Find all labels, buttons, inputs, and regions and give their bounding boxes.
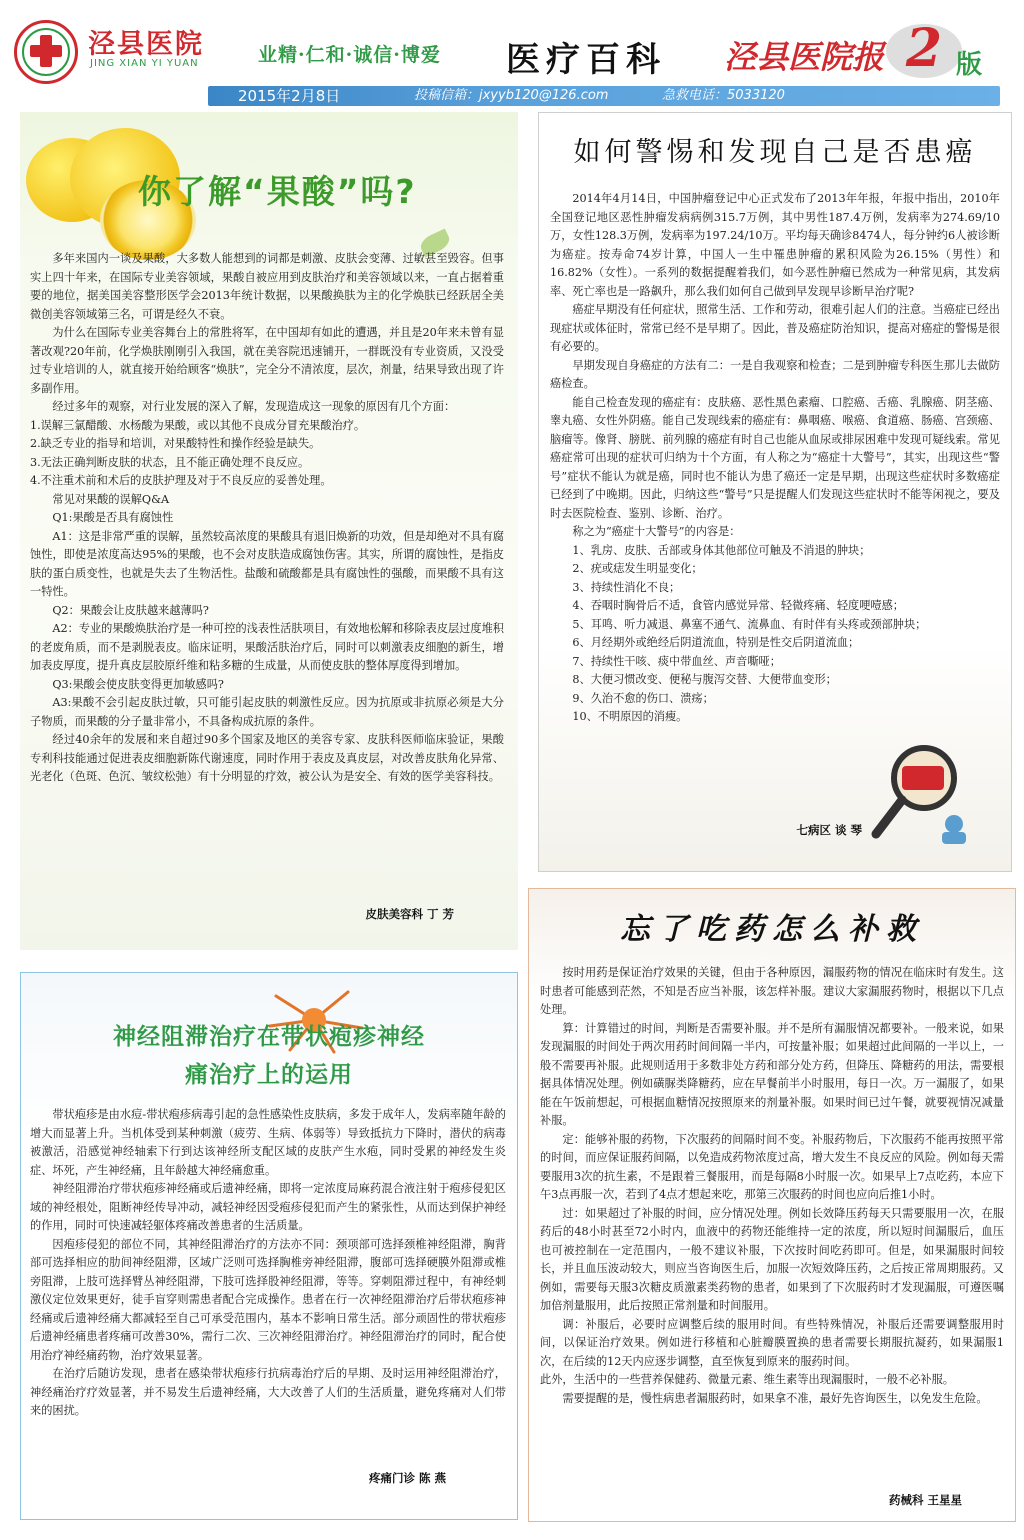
list-item: 5、耳鸣、听力减退、鼻塞不通气、流鼻血、有时伴有头疼或颈部肿块； <box>572 617 927 631</box>
paragraph: 算：计算错过的时间，判断是否需要补服。并不是所有漏服情况都要补。一般来说，如果发现漏服的时间处于两次用药时间间隔一半内，可按量补服；如果超过此间隔的一半以上，一般不需要再补服。此规则适用于多数非处方药和部分处方药，但降压、降糖药的用法，需要根据具体情况处理。例如磺脲类降糖药，应在早餐前半小时服用，每日一次。万一漏服了，如果能在午饭前想起，可根据血糖情况按照原来的剂量补服。如果时间已过午餐，就要视情况减量补服。 <box>540 1021 1004 1127</box>
paragraph: 称之为“癌症十大警号”的内容是： <box>572 525 741 538</box>
list-item: 2.缺乏专业的指导和培训，对果酸特性和操作经验是缺失。 <box>30 437 321 450</box>
page-suffix: 版 <box>956 50 983 80</box>
paragraph: 多年来国内一谈及果酸，大多数人能想到的词都是刺激、皮肤会变薄、过敏甚至毁容。但事实上四十年来，在国际专业美容领域，果酸自被应用到皮肤治疗和美容领域以来，一直占据着重要的地位，据美国美容整形医学会2013年统计数据，以果酸换肤为主的化学焕肤已经跃居全美微创美容领域第三名，可谓是经久不衰。 <box>30 252 504 321</box>
magnifier-handle <box>876 800 902 834</box>
emergency-phone: 急救电话：5033120 <box>662 88 785 103</box>
hospital-logo-cross-vertical <box>40 35 52 67</box>
list-item: 6、月经期外或绝经后阴道流血，特别是性交后阴道流血； <box>572 636 860 649</box>
hospital-name-en: JING XIAN YI YUAN <box>90 58 199 69</box>
paragraph: A2：专业的果酸焕肤治疗是一种可控的浅表性活肤项目，有效地松解和移除表皮层过度堆积的老废角质，而不是剥脱表皮。临床证明，果酸活肤治疗后，同时可以刺激表皮细胞的新生，增加表皮厚度，提升真皮层胶原纤维和粘多糖的生成量，从而使皮肤的整体厚度得到增加。 <box>30 622 504 672</box>
paragraph: 带状疱疹是由水痘-带状疱疹病毒引起的急性感染性皮肤病，多发于成年人，发病率随年龄的增大而显著上升。当机体受到某种刺激（疲劳、生病、体弱等）导致抵抗力下降时，潜伏的病毒被激活，沿感觉神经轴索下行到达该神经所支配区域的皮肤产生水疱，同时受累的神经发生炎症、坏死，产生神经痛，且年龄越大神经痛愈重。 <box>30 1108 506 1177</box>
article-missed-medicine-body <box>540 964 1004 1408</box>
list-item: 10、不明原因的消瘦。 <box>572 710 688 723</box>
magnifier-icon <box>862 738 982 848</box>
figure-body <box>942 832 966 844</box>
paragraph: 癌症早期没有任何症状，照常生活、工作和劳动，很难引起人们的注意。当癌症已经出现症状或体征时，常常已经不是早期了。因此，普及癌症防治知识，提高对癌症的警惕是很有必要的。 <box>550 303 1000 353</box>
article-cancer-byline: 七病区 谈 琴 <box>796 823 862 837</box>
list-item: 8、大便习惯改变、便秘与腹泻交替、大便带血变形； <box>572 673 837 686</box>
masthead <box>0 0 1024 110</box>
list-item: 9、久治不愈的伤口、溃疡； <box>572 691 714 705</box>
list-item: 4.不注重术前和术后的皮肤护理及对于不良反应的妥善处理。 <box>30 474 332 487</box>
list-item: 1.误解三氯醋酸、水杨酸为果酸，或以其他不良成分冒充果酸治疗。 <box>30 418 366 432</box>
hospital-name: 泾县医院 <box>88 29 204 60</box>
submission-email: 投稿信箱：jxyyb120@126.com <box>414 88 609 103</box>
list-item: 2、疣或痣发生明显变化； <box>572 562 703 575</box>
paragraph: 2014年4月14日，中国肿瘤登记中心正式发布了2013年年报，年报中指出，2010年全国登记地区恶性肿瘤发病病例315.7万例，其中男性187.4万例，发病率为274.69/10万，女性128.3万例，发病率为197.24/10万。平均每天确诊8474人，每分钟约6人被诊断为癌症。按寿命74岁计算，中国人一生中罹患肿瘤的累积风险为26.15%（男性）和16.82%（女性）。一系列的数据提醒着我们，如今恶性肿瘤已然成为一种常见病，其发病率、死亡率也是一路飙升，那么我们如何自己做到早发现早诊断早治疗呢? <box>550 192 1000 298</box>
paragraph: 能自己检查发现的癌症有：皮肤癌、恶性黑色素瘤、口腔癌、舌癌、乳腺癌、阴茎癌、睾丸癌、女性外阴癌。能自己发现线索的癌症有：鼻咽癌、喉癌、食道癌、肠癌、宫颈癌、脑瘤等。像肾、膀胱、前列腺的癌症有时自己也能从血尿或排尿困难中发现可疑线索。常见癌症常可出现的症状可归纳为十个方面，有人称之为“癌症十大警号”，其实，出现这些“警号”症状不能认为就是癌，同时也不能认为患了癌还一定是早期，出现这些症状时多数癌症已经到了中晚期。因此，归纳这些“警号”只是提醒人们发现这些症状时不能等闲视之，要及时去医院检查、鉴别、诊断、治疗。 <box>550 395 1000 520</box>
paragraph: 按时用药是保证治疗效果的关键，但由于各种原因，漏服药物的情况在临床时有发生。这时患者可能感到茫然，不知是否应当补服，该怎样补服。建议大家漏服药物时，根据以下几点处理。 <box>540 966 1004 1016</box>
paragraph: A1：这是非常严重的误解，虽然较高浓度的果酸具有退旧焕新的功效，但是却绝对不具有腐蚀性，即使是浓度高达95%的果酸，也不会对皮肤造成腐蚀伤害。其实，所谓的腐蚀性，是指皮肤的蛋白质变性，也就是失去了生物活性。盐酸和硫酸都是具有腐蚀性的强酸，而果酸不具有这一特性。 <box>30 529 504 598</box>
hospital-motto: 业精·仁和·诚信·博爱 <box>258 44 441 66</box>
list-item: 7、持续性干咳、痰中带血丝、声音嘶哑； <box>572 654 781 668</box>
paragraph: 调：补服后，必要时应调整后续的服用时间。有些特殊情况，补服后还需要调整服用时间，以保证治疗效果。例如进行移植和心脏瓣膜置换的患者需要长期服抗凝药，如果漏服1次，在后续的12天内应逐步调整，直至恢复到原来的服药时间。 <box>540 1317 1004 1368</box>
page-number: 2 <box>905 18 943 79</box>
paper-name: 泾县医院报 <box>724 38 885 76</box>
paragraph: 此外，生活中的一些营养保健药、微量元素、维生素等出现漏服时，一般不必补服。 <box>540 1373 954 1386</box>
list-item: 3.无法正确判断皮肤的状态，且不能正确处理不良反应。 <box>30 455 310 469</box>
list-item: 1、乳房、皮肤、舌部或身体其他部位可触及不消退的肿块； <box>572 543 871 557</box>
article-fruit-acid-body <box>30 250 504 787</box>
paragraph: 定：能够补服的药物，下次服药的间隔时间不变。补服药物后，下次服药不能再按照平常的时间，而应保证服药间隔，以免造成药物浓度过高，增大发生不良反应的风险。例如每天需要服用3次的抗生素，不是跟着三餐服用，而是每隔8小时服一次。如果早上7点吃药，本应下午3点再服一次，若到了4点才想起来吃，那第三次服药的时间也应向后推1小时。 <box>540 1132 1004 1201</box>
paragraph: 经过40余年的发展和来自超过90多个国家及地区的美容专家、皮肤科医师临床验证，果酸专利科技能通过促进表皮细胞新陈代谢速度，同时作用于表皮及真皮层，对改善皮肤角化异常、光老化（色斑、色沉、皱纹松弛）有十分明显的疗效，被公认为是安全、有效的医学美容科技。 <box>30 733 504 783</box>
paragraph: 过：如果超过了补服的时间，应分情况处理。例如长效降压药每天只需要服用一次，在服药后的48小时甚至72小时内，血液中的药物还能维持一定的浓度，所以短时间漏服后，血压也可被控制在一定范围内，一般不建议补服，下次按时间吃药即可。但是，如果漏服时间较长，并且血压波动较大，则应当咨询医生后，加服一次短效降压药，之后按正常周期服药。又例如，需要每天服3次糖皮质激素类药物的患者，如果到了下次服药时才发现漏服，可遵医嘱加倍剂量服用，此后按照正常剂量和时间服用。 <box>540 1206 1004 1312</box>
article-nerve-block-body <box>30 1106 506 1421</box>
paragraph: Q3:果酸会使皮肤变得更加敏感吗? <box>52 677 224 691</box>
paragraph: A3:果酸不会引起皮肤过敏，只可能引起皮肤的刺激性反应。因为抗原或非抗原必须是大分子物质，而果酸的分子量非常小，不具备构成抗原的条件。 <box>30 696 504 728</box>
list-item: 4、吞咽时胸骨后不适，食管内感觉异常、轻微疼痛、轻度哽噎感； <box>572 599 904 612</box>
paragraph: 因疱疹侵犯的部位不同，其神经阻滞治疗的方法亦不同：颈项部可选择颈椎神经阻滞，胸背部可选择相应的肋间神经阻滞，区域广泛则可选择胸椎旁神经阻滞，腹部可选择硬膜外阻滞或椎旁阻滞，上肢可选择臂丛神经阻滞，下肢可选择股神经阻滞，等等。穿刺阻滞过程中，有神经刺激仪定位效果更好，徒手盲穿则需患者配合完成操作。患者在行一次神经阻滞治疗后带状疱疹神经痛或后遗神经痛大都减轻至自己可承受范围内，基本不影响日常生活。部分顽固性的带状疱疹后遗神经痛患者疼痛可改善30%，需行二次、三次神经阻滞治疗。神经阻滞治疗的同时，配合使用治疗神经痛药物，治疗效果显著。 <box>30 1237 506 1362</box>
paragraph: 需要提醒的是，慢性病患者漏服药时，如果拿不准，最好先咨询医生，以免发生危险。 <box>562 1391 988 1405</box>
article-nerve-block-title-line2: 痛治疗上的运用 <box>185 1062 353 1088</box>
paragraph: Q2：果酸会让皮肤越来越薄吗? <box>52 603 209 617</box>
article-nerve-block-title-line1: 神经阻滞治疗在带状疱疹神经 <box>113 1024 425 1050</box>
article-missed-medicine-title: 忘了吃药怎么补救 <box>620 912 924 947</box>
article-fruit-acid-byline: 皮肤美容科 丁 芳 <box>365 907 454 921</box>
paragraph: 早期发现自身癌症的方法有二：一是自我观察和检查；二是到肿瘤专科医生那儿去做防癌检查。 <box>550 358 1000 390</box>
article-fruit-acid-title: 你了解“果酸”吗? <box>138 172 417 211</box>
magnifier-label-plate <box>902 766 944 790</box>
article-cancer-body <box>550 190 1000 727</box>
article-cancer-title: 如何警惕和发现自己是否患癌 <box>573 137 977 168</box>
paragraph: Q1:果酸是否具有腐蚀性 <box>52 511 174 524</box>
issue-date: 2015年2月8日 <box>238 87 341 105</box>
article-nerve-block-byline: 疼痛门诊 陈 燕 <box>368 1471 446 1485</box>
figure-head <box>945 815 963 833</box>
list-item: 3、持续性消化不良； <box>572 580 681 594</box>
article-missed-medicine-byline: 药械科 王星星 <box>888 1493 962 1507</box>
section-title: 医疗百科 <box>506 40 666 80</box>
paragraph: 常见对果酸的误解Q&A <box>52 492 170 506</box>
paragraph: 神经阻滞治疗带状疱疹神经痛或后遗神经痛，即将一定浓度局麻药混合液注射于疱疹侵犯区域的神经根处，阻断神经传导冲动，减轻神经因受疱疹侵犯而产生的紧张性，从而达到保护神经的作用，同时可快速减轻躯体疼痛改善患者的生活质量。 <box>30 1182 506 1232</box>
paragraph: 为什么在国际专业美容舞台上的常胜将军，在中国却有如此的遭遇，并且是20年来未曾有显著改观?20年前，化学焕肤刚刚引入我国，就在美容院迅速铺开，一群既没有专业资质，又没受过专业培训的人，就直接开始给顾客“焕肤”，完全分不清浓度，层次，剂量，结果导致出现了许多副作用。 <box>30 326 504 395</box>
paragraph: 在治疗后随访发现，患者在感染带状疱疹行抗病毒治疗后的早期、及时运用神经阻滞治疗，神经痛治疗疗效显著，并不易发生后遗神经痛，大大改善了人们的生活质量，避免疼痛对人们带来的困扰。 <box>30 1367 506 1417</box>
paragraph: 经过多年的观察，对行业发展的深入了解，发现造成这一现象的原因有几个方面： <box>52 400 456 413</box>
